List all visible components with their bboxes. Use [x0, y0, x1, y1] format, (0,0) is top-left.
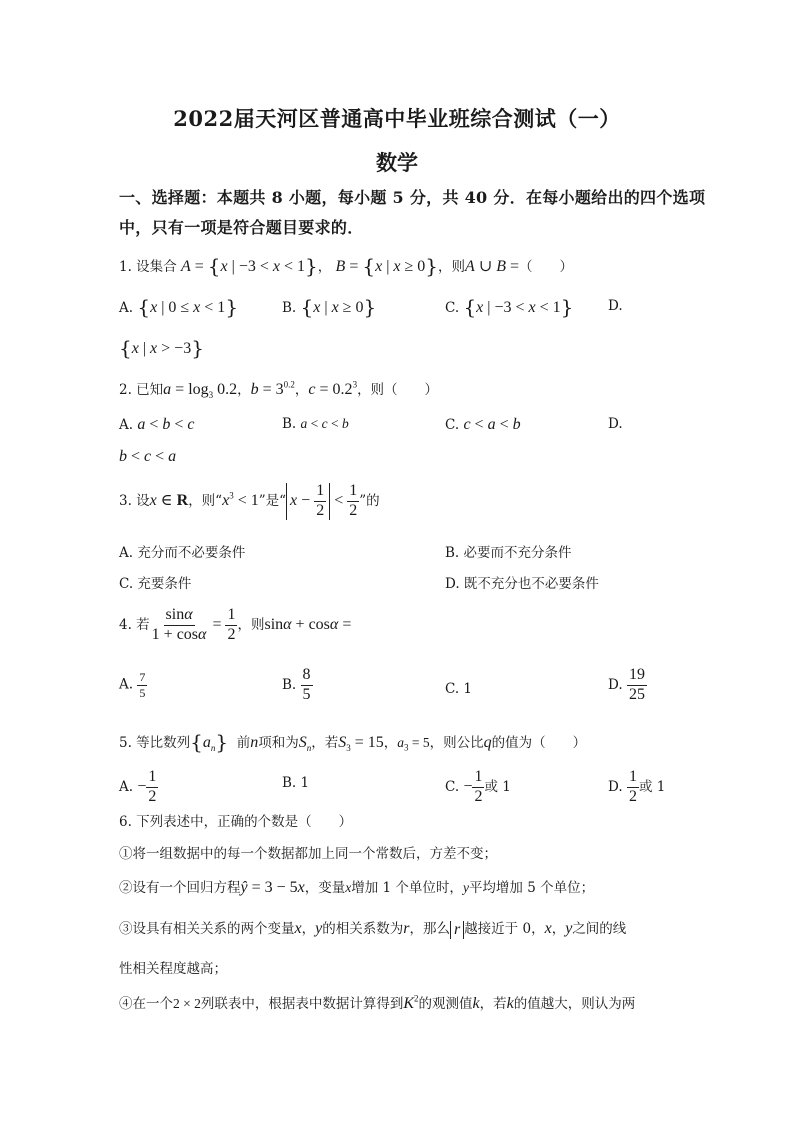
question-6-statement-4: ④在一个2 × 2列联表中，根据表中数据计算得到$K^2$的观测值k，若k的值越大，则认为两 — [119, 993, 636, 1012]
question-4-option-c: C. 1 — [445, 681, 473, 697]
question-2-option-d-value: b < c < a — [119, 448, 177, 465]
question-3-option-b: B. 必要而不充分条件 — [445, 545, 572, 561]
question-3-stem: 3. 设x ∈ R，则“$x^3 < 1$”是“ x − $\frac{1}{2}$ < $\frac{1}{2}$ ”的 — [119, 482, 380, 519]
question-6-statement-2: ②设有一个回归方程ŷ = 3 − 5x，变量x增加 1 个单位时，y平均增加 5 个单位； — [119, 879, 595, 896]
question-1-option-c: C. {x | −3 < x < 1} — [445, 295, 574, 319]
question-1-option-a: A. {x | 0 ≤ x < 1} — [119, 295, 239, 319]
question-5-option-a: A. − $\frac{1}{2}$ — [119, 768, 157, 805]
question-4-option-a: A. $\frac{7}{5}$ — [119, 670, 146, 700]
question-4-stem: 4. 若 $\frac{\sin\alpha}{1 + \cos\alpha}$ = $\frac{1}{2}$ ，则sinα + cosα = — [119, 606, 352, 643]
question-2-option-a: A. a < b < c — [119, 416, 195, 433]
question-6-statement-3-cont: 性相关程度越高； — [119, 961, 227, 977]
question-2-option-b: B. a < c < b — [282, 416, 349, 432]
exam-title: 2022届天河区普通高中毕业班综合测试（一） — [173, 106, 621, 131]
question-1-option-d-value: {x | x > −3} — [119, 336, 204, 360]
section-instructions-line2: 中，只有一项是符合题目要求的． — [119, 218, 364, 237]
question-5-stem: 5. 等比数列$\{a_n\}$ 前n项和为$S_n$，若$S_3 = 15$，$a_3 = 5$，则公比q的值为（ ） — [119, 730, 587, 754]
question-2-stem: 2. 已知$a = \log_3 0.2$，$b = 3^{0.2}$，$c = 0.2^3$，则（ ） — [119, 379, 439, 401]
math-set-a: A = {x | −3 < x < 1} — [180, 254, 318, 278]
question-1-option-b: B. {x | x ≥ 0} — [282, 295, 377, 319]
question-6-statement-3: ③设具有相关关系的两个变量x，y的相关系数为r，那么 r 越接近于 0，x，y之间的线 — [119, 920, 627, 938]
section-instructions-line1: 一、选择题：本题共 8 小题，每小题 5 分，共 40 分．在每小题给出的四个选项 — [119, 188, 706, 207]
question-2-option-d: D. — [608, 416, 623, 432]
question-5-option-d: D. $\frac{1}{2}$ 或 1 — [608, 768, 666, 805]
subject-heading: 数学 — [376, 150, 418, 175]
question-3-option-d: D. 既不充分也不必要条件 — [445, 576, 599, 592]
math-set-b: B = {x | x ≥ 0} — [335, 254, 439, 278]
question-1-option-d: D. — [608, 298, 623, 314]
question-1-stem: 1. 设集合 A = {x | −3 < x < 1}， B = {x | x ≥ 0}，则A ∪ B =（ ） — [119, 254, 574, 278]
question-2-option-c: C. c < a < b — [445, 416, 521, 433]
question-5-option-b: B. 1 — [282, 775, 310, 791]
question-3-option-c: C. 充要条件 — [119, 576, 192, 592]
question-3-option-a: A. 充分而不必要条件 — [119, 545, 246, 561]
question-6-stem: 6. 下列表述中，正确的个数是（ ） — [119, 814, 353, 830]
question-6-statement-1: ①将一组数据中的每一个数据都加上同一个常数后，方差不变； — [119, 846, 497, 862]
question-4-option-d: D. $\frac{19}{25}$ — [608, 666, 645, 703]
question-5-option-c: C. − $\frac{1}{2}$ 或 1 — [445, 768, 511, 805]
question-4-option-b: B. $\frac{8}{5}$ — [282, 666, 311, 703]
